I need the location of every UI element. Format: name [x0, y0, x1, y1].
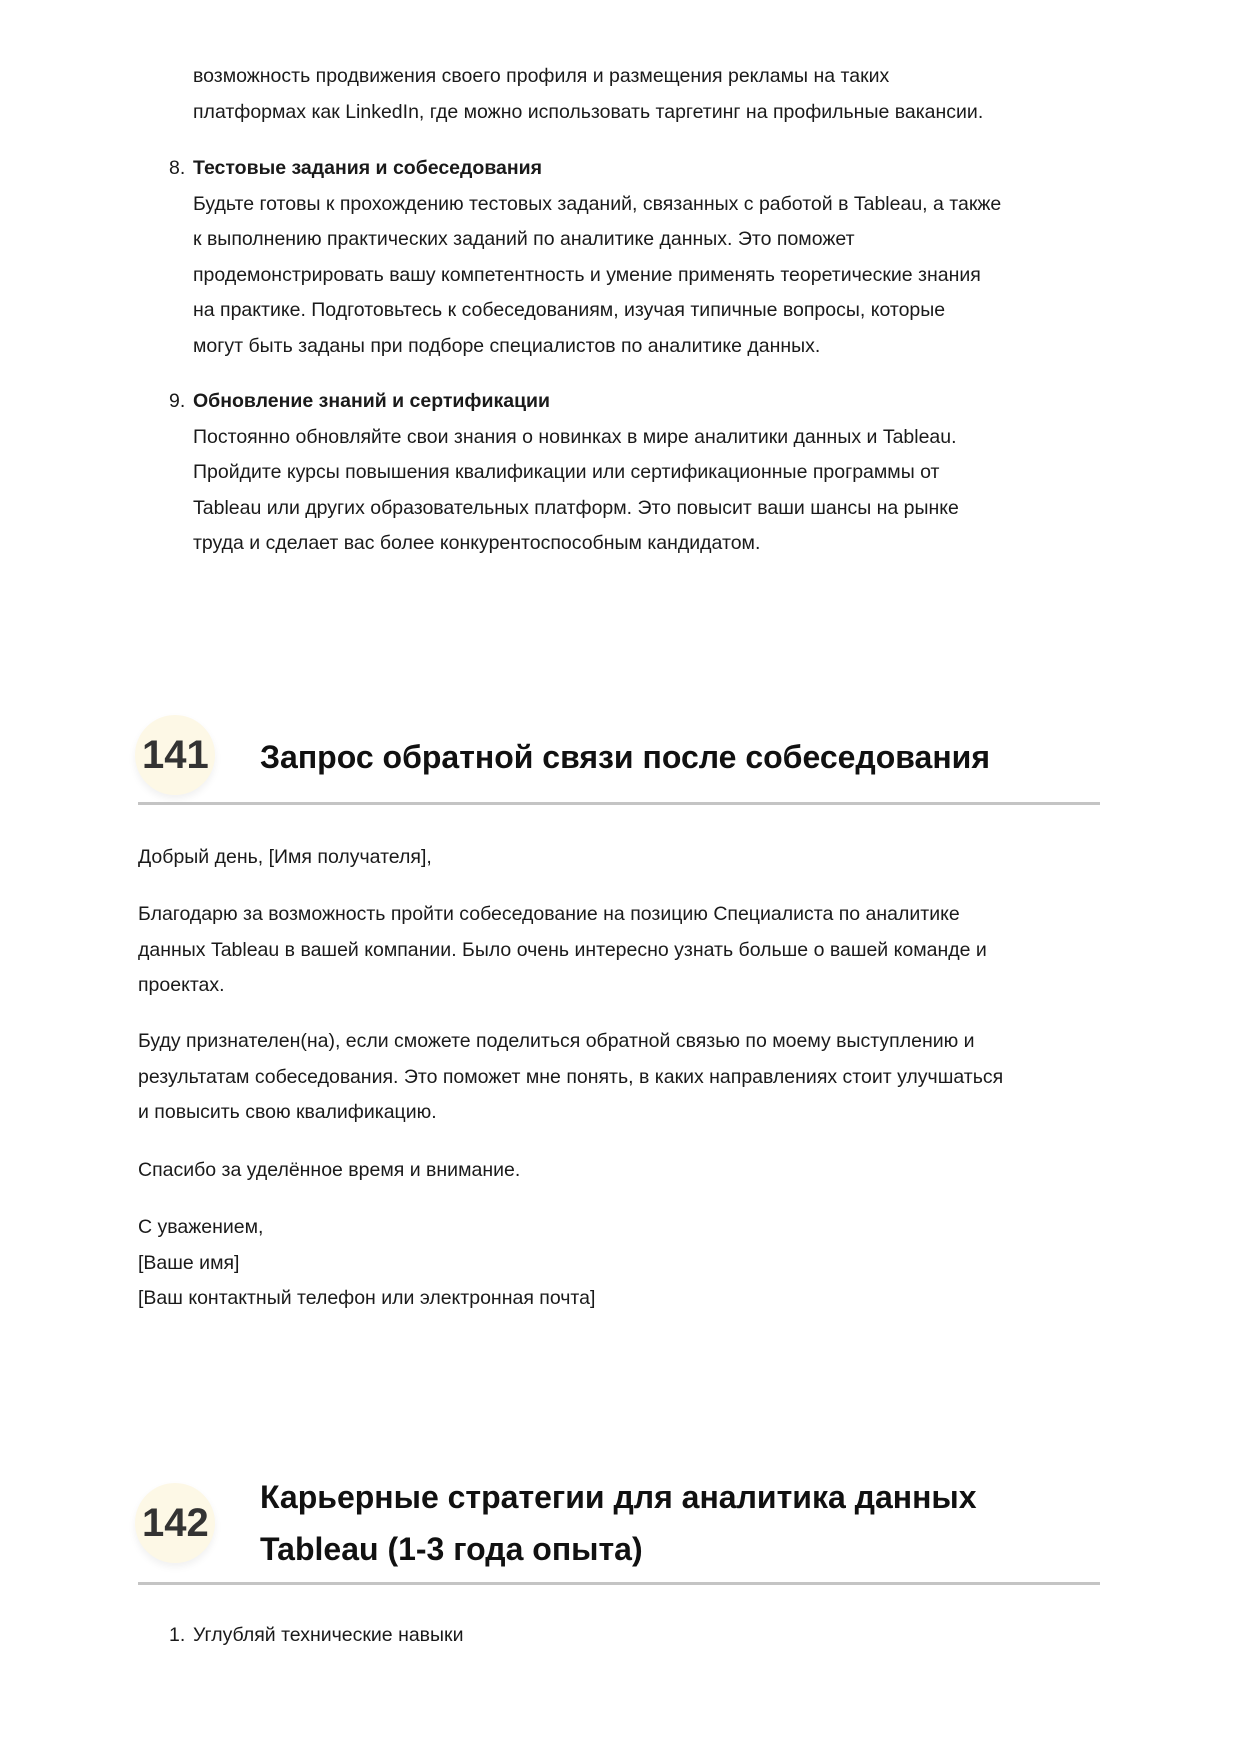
section-divider — [138, 1582, 1100, 1585]
text-line: могут быть заданы при подборе специалистов по аналитике данных. — [193, 334, 821, 357]
text-line: на практике. Подготовьтесь к собеседованиям, изучая типичные вопросы, которые — [193, 299, 946, 321]
text-line: платформах как LinkedIn, где можно использовать таргетинг на профильные вакансии. — [193, 100, 984, 123]
paragraph — [138, 1024, 1003, 1131]
text-line: Добрый день, [Имя получателя], — [138, 846, 432, 868]
text-line: [Ваше имя] — [138, 1251, 240, 1274]
text-line: результатам собеседования. Это поможет мне понять, в каких направлениях стоит улучшаться — [138, 1065, 1004, 1088]
text-line: данных Tableau в вашей компании. Было очень интересно узнать больше о вашей команде и — [138, 938, 987, 961]
section-divider — [138, 802, 1100, 805]
list-item-title: Обновление знаний и сертификации — [193, 390, 551, 412]
text-line: Буду признателен(на), если сможете поделиться обратной связью по моему выступлению и — [138, 1030, 975, 1052]
text-line: Пройдите курсы повышения квалификации или сертификационные программы от — [193, 461, 940, 483]
text-line: Спасибо за уделённое время и внимание. — [138, 1159, 521, 1181]
title-line: Tableau (1-3 года опыта) — [260, 1531, 643, 1567]
list-item-9 — [169, 384, 959, 562]
list-item-title: Тестовые задания и собеседования — [193, 157, 543, 179]
title-line: Карьерные стратегии для аналитика данных — [260, 1479, 977, 1515]
list-item-1 — [169, 1618, 464, 1654]
text-line: и повысить свою квалификацию. — [138, 1101, 437, 1123]
list-number: 8. — [169, 157, 186, 179]
list-item-text: Углубляй технические навыки — [193, 1624, 464, 1646]
greeting — [138, 840, 432, 876]
thanks — [138, 1153, 520, 1189]
list-item-8 — [169, 151, 1002, 364]
text-line: С уважением, — [138, 1216, 264, 1238]
section-number: 142 — [142, 1501, 209, 1545]
text-line: [Ваш контактный телефон или электронная почта] — [138, 1287, 596, 1309]
signature — [138, 1210, 595, 1317]
text-line: возможность продвижения своего профиля и размещения рекламы на таких — [193, 65, 890, 87]
text-line: к выполнению практических заданий по аналитике данных. Это поможет — [193, 228, 855, 250]
section-number: 141 — [142, 733, 209, 777]
text-line: Благодарю за возможность пройти собеседование на позицию Специалиста по аналитике — [138, 903, 960, 925]
list-number: 1. — [169, 1624, 186, 1646]
text-line: Постоянно обновляйте свои знания о новинках в мире аналитики данных и Tableau. — [193, 425, 957, 448]
text-line: проектах. — [138, 974, 225, 996]
section-title: Запрос обратной связи после собеседования — [260, 739, 990, 775]
text-line: Tableau или других образовательных платформ. Это повысит ваши шансы на рынке — [193, 496, 959, 519]
text-line: продемонстрировать вашу компетентность и умение применять теоретические знания — [193, 263, 981, 286]
text-line: Будьте готовы к прохождению тестовых заданий, связанных с работой в Tableau, а также — [193, 192, 1002, 215]
intro-paragraph — [193, 59, 983, 130]
paragraph — [138, 897, 987, 1004]
text-line: труда и сделает вас более конкурентоспособным кандидатом. — [193, 532, 761, 554]
list-number: 9. — [169, 390, 186, 412]
section-title — [260, 1471, 977, 1575]
